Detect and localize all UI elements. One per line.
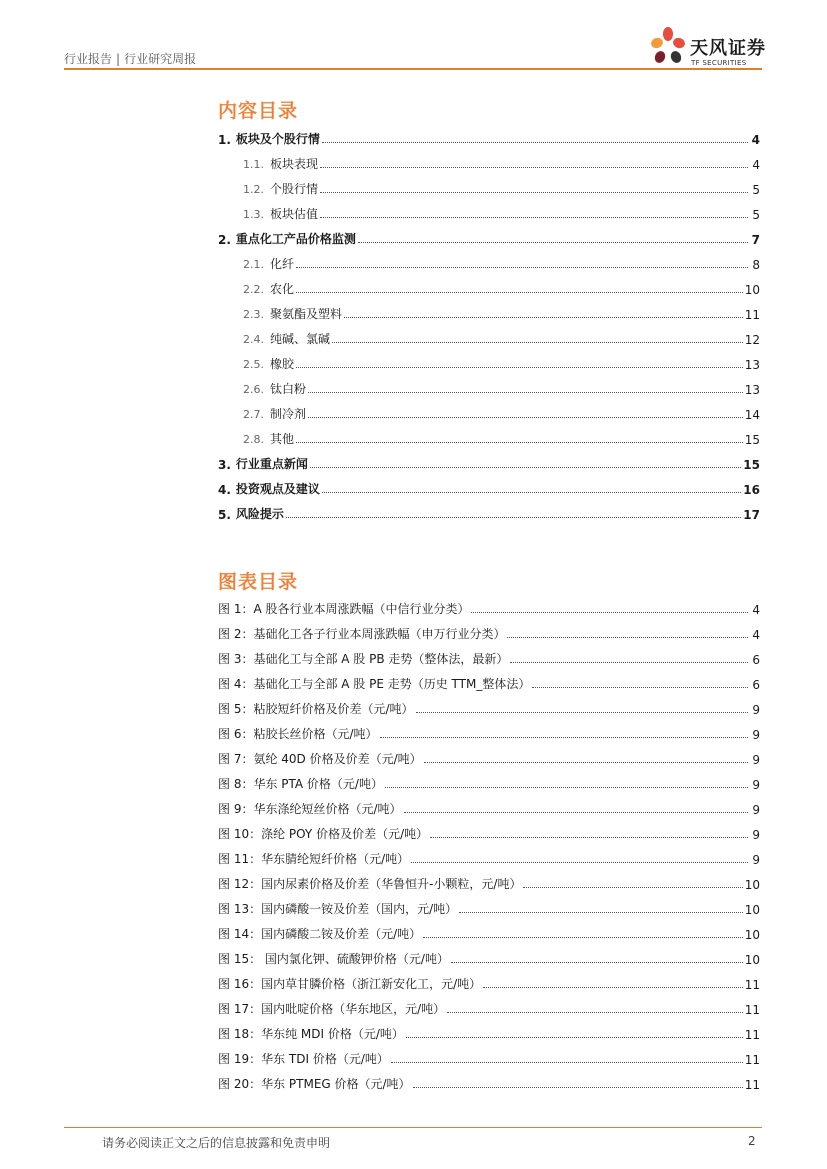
dot-leader <box>430 837 748 838</box>
figure-entry-page: 11 <box>744 1053 760 1067</box>
figure-entry[interactable] <box>218 672 760 692</box>
toc-entry-label: 板块及个股行情 <box>235 132 320 146</box>
dot-leader <box>308 417 743 418</box>
report-category: 行业报告 <box>64 52 113 66</box>
dot-leader <box>447 1012 743 1013</box>
toc-entry-section[interactable] <box>218 127 760 147</box>
figure-entry[interactable] <box>218 997 760 1017</box>
figure-entry-label: 图 1：A 股各行业本周涨跌幅（中信行业分类） <box>218 602 470 616</box>
toc-entry-page: 4 <box>751 133 760 147</box>
figure-entry-label: 图 18：华东纯 MDI 价格（元/吨） <box>218 1027 404 1041</box>
figure-entry-page: 6 <box>752 678 760 692</box>
toc-entry-number: 1. <box>218 133 231 147</box>
toc-entry-subsection[interactable] <box>218 277 760 297</box>
figure-entry-page: 11 <box>744 978 760 992</box>
dot-leader <box>510 662 748 663</box>
toc-entry-page: 5 <box>752 208 760 222</box>
logo-flower-icon <box>648 26 688 70</box>
figure-entry[interactable] <box>218 872 760 892</box>
dot-leader <box>320 167 748 168</box>
toc-entry-page: 16 <box>743 483 760 497</box>
dot-leader <box>483 987 743 988</box>
dot-leader <box>471 612 748 613</box>
toc-entry-subsection[interactable] <box>218 327 760 347</box>
toc-entry-subsection[interactable] <box>218 177 760 197</box>
toc-entry-label: 聚氨酯及塑料 <box>270 307 343 321</box>
toc-entry-page: 14 <box>744 408 760 422</box>
toc-entry-page: 10 <box>744 283 760 297</box>
toc-entry-page: 15 <box>743 458 760 472</box>
toc-entry-number: 4. <box>218 483 231 497</box>
figure-entry-page: 4 <box>752 628 760 642</box>
toc-entry-label: 板块估值 <box>270 207 319 221</box>
toc-entry-number: 3. <box>218 458 231 472</box>
figure-entry-page: 9 <box>752 753 760 767</box>
toc-entry-label: 纯碱、氯碱 <box>270 332 331 346</box>
toc-entry-page: 11 <box>744 308 760 322</box>
toc-entry-number: 2.6. <box>243 383 264 396</box>
figure-entry-label: 图 20：华东 PTMEG 价格（元/吨） <box>218 1077 411 1091</box>
dot-leader <box>532 687 748 688</box>
figure-entry[interactable] <box>218 622 760 642</box>
figure-entry-page: 9 <box>752 853 760 867</box>
company-logo <box>648 26 766 70</box>
toc-entry-label: 其他 <box>270 432 295 446</box>
figure-entry-page: 4 <box>752 603 760 617</box>
toc-entry-number: 1.1. <box>243 158 264 171</box>
dot-leader <box>385 787 748 788</box>
toc-entry-number: 2.2. <box>243 283 264 296</box>
figure-entry[interactable] <box>218 597 760 617</box>
toc-entry-number: 2.5. <box>243 358 264 371</box>
dot-leader <box>344 317 743 318</box>
figure-entry-page: 6 <box>752 653 760 667</box>
dot-leader <box>320 192 748 193</box>
dot-leader <box>459 912 743 913</box>
figure-entry-label: 图 3：基础化工与全部 A 股 PB 走势（整体法，最新） <box>218 652 509 666</box>
toc-entry-subsection[interactable] <box>218 302 760 322</box>
toc-title: 内容目录 <box>218 100 299 122</box>
toc-entry-label: 钛白粉 <box>270 382 307 396</box>
report-header <box>64 50 196 67</box>
figure-entry[interactable] <box>218 1072 760 1092</box>
figure-entry[interactable] <box>218 922 760 942</box>
toc-entry-number: 2.7. <box>243 408 264 421</box>
figure-entry-label: 图 6：粘胶长丝价格（元/吨） <box>218 727 378 741</box>
toc-entry-label: 重点化工产品价格监测 <box>235 232 356 246</box>
toc-entry-subsection[interactable] <box>218 252 760 272</box>
toc-entry-subsection[interactable] <box>218 377 760 397</box>
figure-entry[interactable] <box>218 722 760 742</box>
dot-leader <box>416 712 749 713</box>
figure-entry-page: 11 <box>744 1028 760 1042</box>
figure-entry[interactable] <box>218 822 760 842</box>
figure-entry[interactable] <box>218 1022 760 1042</box>
toc-entry-label: 制冷剂 <box>270 407 307 421</box>
dot-leader <box>310 467 741 468</box>
dot-leader <box>296 292 743 293</box>
toc-entry-number: 1.3. <box>243 208 264 221</box>
dot-leader <box>358 242 748 243</box>
figure-entry-label: 图 7：氨纶 40D 价格及价差（元/吨） <box>218 752 422 766</box>
figure-entry-label: 图 8：华东 PTA 价格（元/吨） <box>218 777 383 791</box>
header-divider <box>64 68 762 70</box>
toc-entry-page: 12 <box>744 333 760 347</box>
toc-entry-label: 农化 <box>270 282 295 296</box>
toc-entry-label: 橡胶 <box>270 357 295 371</box>
page-number: 2 <box>748 1134 756 1148</box>
dot-leader <box>296 267 748 268</box>
toc-entry-number: 2.8. <box>243 433 264 446</box>
toc-entry-number: 1.2. <box>243 183 264 196</box>
logo-text-cn: 天风证券 <box>690 38 766 59</box>
figure-entry-page: 10 <box>744 903 760 917</box>
dot-leader <box>296 367 743 368</box>
toc-entry-subsection[interactable] <box>218 352 760 372</box>
figure-entry-label: 图 15： 国内氯化钾、硫酸钾价格（元/吨） <box>218 952 449 966</box>
toc-entry-section[interactable] <box>218 502 760 522</box>
toc-entry-label: 板块表现 <box>270 157 319 171</box>
figures-title: 图表目录 <box>218 571 299 593</box>
figure-entry-label: 图 13：国内磷酸一铵及价差（国内，元/吨） <box>218 902 458 916</box>
dot-leader <box>413 1087 743 1088</box>
dot-leader <box>404 812 749 813</box>
figure-entry-page: 10 <box>744 878 760 892</box>
toc-entry-subsection[interactable] <box>218 202 760 222</box>
report-type: 行业研究周报 <box>124 52 197 66</box>
figure-entry[interactable] <box>218 947 760 967</box>
toc-entry-number: 2. <box>218 233 231 247</box>
toc-entry-page: 15 <box>744 433 760 447</box>
figure-entry[interactable] <box>218 847 760 867</box>
toc-entry-page: 5 <box>752 183 760 197</box>
figure-entry-page: 11 <box>744 1078 760 1092</box>
figure-entry-page: 9 <box>752 778 760 792</box>
figure-entry-label: 图 17：国内吡啶价格（华东地区，元/吨） <box>218 1002 446 1016</box>
dot-leader <box>332 342 743 343</box>
figure-entry[interactable] <box>218 772 760 792</box>
toc-entry-number: 2.1. <box>243 258 264 271</box>
dot-leader <box>406 1037 743 1038</box>
figure-entry[interactable] <box>218 797 760 817</box>
figure-entry-label: 图 5：粘胶短纤价格及价差（元/吨） <box>218 702 414 716</box>
toc-entry-number: 2.3. <box>243 308 264 321</box>
toc-entry-subsection[interactable] <box>218 402 760 422</box>
toc-entry-label: 化纤 <box>270 257 295 271</box>
figure-entry-label: 图 10：涤纶 POY 价格及价差（元/吨） <box>218 827 429 841</box>
figure-entry-label: 图 11：华东腈纶短纤价格（元/吨） <box>218 852 410 866</box>
toc-entry-subsection[interactable] <box>218 152 760 172</box>
dot-leader <box>451 962 743 963</box>
dot-leader <box>308 392 743 393</box>
figure-entry-label: 图 19：华东 TDI 价格（元/吨） <box>218 1052 389 1066</box>
toc-entry-page: 4 <box>752 158 760 172</box>
toc-entry-page: 13 <box>744 358 760 372</box>
toc-entry-section[interactable] <box>218 227 760 247</box>
figure-entry-page: 11 <box>744 1003 760 1017</box>
figure-entry[interactable] <box>218 647 760 667</box>
toc-entry-page: 13 <box>744 383 760 397</box>
figure-entry-page: 10 <box>744 953 760 967</box>
figure-entry-label: 图 4：基础化工与全部 A 股 PE 走势（历史 TTM_整体法） <box>218 677 531 691</box>
dot-leader <box>391 1062 743 1063</box>
dot-leader <box>523 887 742 888</box>
dot-leader <box>424 762 748 763</box>
dot-leader <box>320 217 748 218</box>
toc-entry-page: 17 <box>743 508 760 522</box>
figure-entry[interactable] <box>218 697 760 717</box>
dot-leader <box>423 937 743 938</box>
footer-divider <box>64 1127 762 1128</box>
figure-entry-page: 10 <box>744 928 760 942</box>
figure-entry-label: 图 2：基础化工各子行业本周涨跌幅（申万行业分类） <box>218 627 506 641</box>
dot-leader <box>286 517 741 518</box>
toc-entry-number: 5. <box>218 508 231 522</box>
dot-leader <box>380 737 749 738</box>
figure-entry-label: 图 12：国内尿素价格及价差（华鲁恒升-小颗粒，元/吨） <box>218 877 522 891</box>
figure-entry-page: 9 <box>752 803 760 817</box>
figure-entry[interactable] <box>218 747 760 767</box>
toc-entry-label: 行业重点新闻 <box>235 457 308 471</box>
dot-leader <box>296 442 743 443</box>
figure-entry[interactable] <box>218 897 760 917</box>
toc-entry-page: 7 <box>751 233 760 247</box>
toc-entry-label: 个股行情 <box>270 182 319 196</box>
figure-entry-label: 图 14：国内磷酸二铵及价差（元/吨） <box>218 927 422 941</box>
dot-leader <box>411 862 748 863</box>
footer-disclaimer: 请务必阅读正文之后的信息披露和免责申明 <box>102 1136 331 1150</box>
header-separator: | <box>116 52 121 66</box>
figure-entry-page: 9 <box>752 728 760 742</box>
toc-entry-section[interactable] <box>218 452 760 472</box>
figure-entry-label: 图 16：国内草甘膦价格（浙江新安化工，元/吨） <box>218 977 482 991</box>
figure-entry-label: 图 9：华东涤纶短丝价格（元/吨） <box>218 802 402 816</box>
figure-entry-page: 9 <box>752 828 760 842</box>
toc-entry-number: 2.4. <box>243 333 264 346</box>
toc-entry-page: 8 <box>752 258 760 272</box>
logo-text-en: TF SECURITIES <box>691 59 747 67</box>
toc-entry-label: 风险提示 <box>235 507 284 521</box>
dot-leader <box>507 637 748 638</box>
dot-leader <box>322 142 748 143</box>
toc-entry-label: 投资观点及建议 <box>235 482 320 496</box>
dot-leader <box>322 492 741 493</box>
toc-entry-section[interactable] <box>218 477 760 497</box>
toc-entry-subsection[interactable] <box>218 427 760 447</box>
figure-entry-page: 9 <box>752 703 760 717</box>
figure-entry[interactable] <box>218 972 760 992</box>
figure-entry[interactable] <box>218 1047 760 1067</box>
